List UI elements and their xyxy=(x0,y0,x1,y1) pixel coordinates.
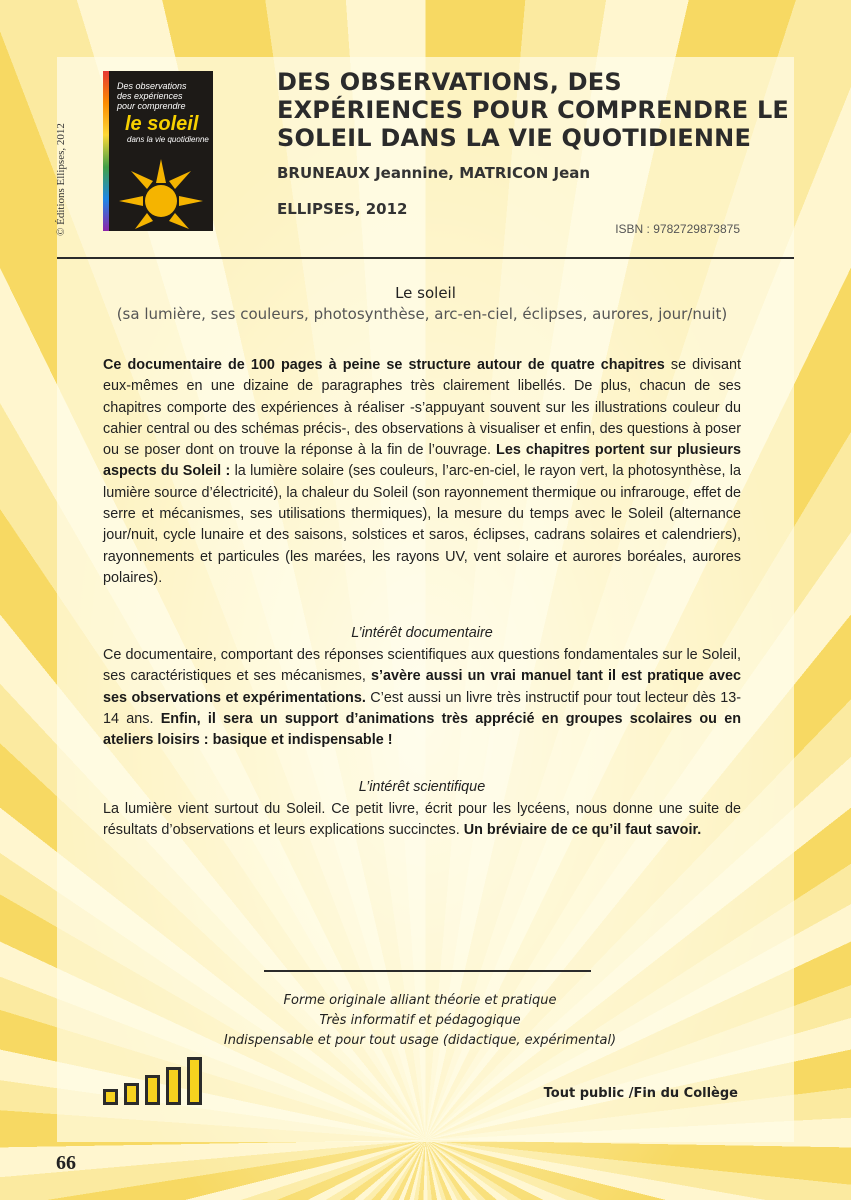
cover-text xyxy=(117,81,211,111)
review-heading: Le soleil xyxy=(395,284,456,302)
doc-text-1: Ce documentaire, comportant des réponses scientifiques aux questions fondamentales sur le Soleil, ses caractéristiques et ses mécanismes, xyxy=(103,647,741,685)
book-isbn: ISBN : 9782729873875 xyxy=(615,222,740,236)
top-divider xyxy=(57,257,794,259)
doc-text-2: C’est aussi un livre très instructif pour tout lecteur dès 13-14 ans. xyxy=(103,689,741,727)
rating-bar xyxy=(187,1057,202,1105)
summary-bold-1: Ce documentaire de 100 pages à peine se structure autour de quatre chapitres xyxy=(103,357,665,373)
section-scientifique-title: L’intérêt scientifique xyxy=(358,779,486,795)
cover-line-2: des expériences xyxy=(117,91,183,101)
feature-item: Très informatif et pédagogique xyxy=(319,1013,521,1028)
bottom-divider xyxy=(264,970,591,972)
summary-paragraph xyxy=(103,355,741,589)
rating-bar xyxy=(145,1075,160,1105)
rating-bar xyxy=(166,1067,181,1105)
rating-bar xyxy=(103,1089,118,1105)
cover-subtitle: dans la vie quotidienne xyxy=(127,135,209,144)
rating-bars-icon xyxy=(103,1055,213,1105)
book-publisher: ELLIPSES, 2012 xyxy=(277,200,408,218)
section-documentaire-text xyxy=(103,645,741,751)
section-scientifique-text xyxy=(103,799,741,842)
review-subheading: (sa lumière, ses couleurs, photosynthèse, arc-en-ciel, éclipses, aurores, jour/nuit) xyxy=(116,305,728,323)
summary-text-1: se divisant eux-mêmes en une dizaine de paragraphes très clairement libellés. De plus, chacun de ses chapitres comporte des expériences à réaliser -s’appuyant souvent sur les illustrations couleur du cahier central ou des schémas précis-, des observations à visualiser et enfin, des questions à poser ou se poser dont on trouve la réponse à la fin de l’ouvrage. xyxy=(103,357,741,459)
page-number: 66 xyxy=(56,1152,76,1174)
book-title: DES OBSERVATIONS, DES EXPÉRIENCES POUR COMPRENDRE LE SOLEIL DANS LA VIE QUOTIDIENNE xyxy=(277,68,790,152)
doc-bold-1: s’avère aussi un vrai manuel tant il est pratique avec ses observations et expérimentations. xyxy=(103,668,741,706)
book-cover-image xyxy=(103,71,213,231)
copyright-notice: © Éditions Ellipses, 2012 xyxy=(55,123,67,236)
doc-bold-2: Enfin, il sera un support d’animations très apprécié en groupes scolaires ou en ateliers loisirs : basique et indispensable ! xyxy=(103,710,741,749)
book-authors: BRUNEAUX Jeannine, MATRICON Jean xyxy=(277,164,591,182)
rating-bar xyxy=(124,1083,139,1105)
sci-text-1: La lumière vient surtout du Soleil. Ce petit livre, écrit pour les lycéens, nous donne une suite de résultats d’observations et leurs explications succinctes. xyxy=(103,801,741,839)
feature-item: Indispensable et pour tout usage (didactique, expérimental) xyxy=(223,1033,617,1048)
summary-text-2: la lumière solaire (ses couleurs, l’arc-en-ciel, le rayon vert, la photosynthèse, la lumière source d’électricité), la chaleur du Soleil (son rayonnement thermique ou infrarouge, effet de serre et mécanismes, ses utilisations thermiques), la mesure du temps avec le Soleil (alternance jour/nuit, cycle lunaire et des saisons, solstices et saros, éclipses, cadrans solaires et calendriers), rayonnements et particules (les marées, les rayons UV, vent solaire et aurores boréales, aurores polaires). xyxy=(103,463,741,586)
cover-line-1: Des observations xyxy=(117,81,187,91)
sci-bold-1: Un bréviaire de ce qu’il faut savoir. xyxy=(463,822,702,839)
cover-line-3: pour comprendre xyxy=(117,101,186,111)
summary-bold-2: Les chapitres portent sur plusieurs aspects du Soleil : xyxy=(103,442,741,480)
audience-label: Tout public /Fin du Collège xyxy=(543,1086,738,1101)
cover-title: le soleil xyxy=(125,113,199,135)
feature-item: Forme originale alliant théorie et pratique xyxy=(283,993,557,1008)
section-documentaire-title: L’intérêt documentaire xyxy=(351,625,493,641)
features-list xyxy=(100,991,740,1051)
